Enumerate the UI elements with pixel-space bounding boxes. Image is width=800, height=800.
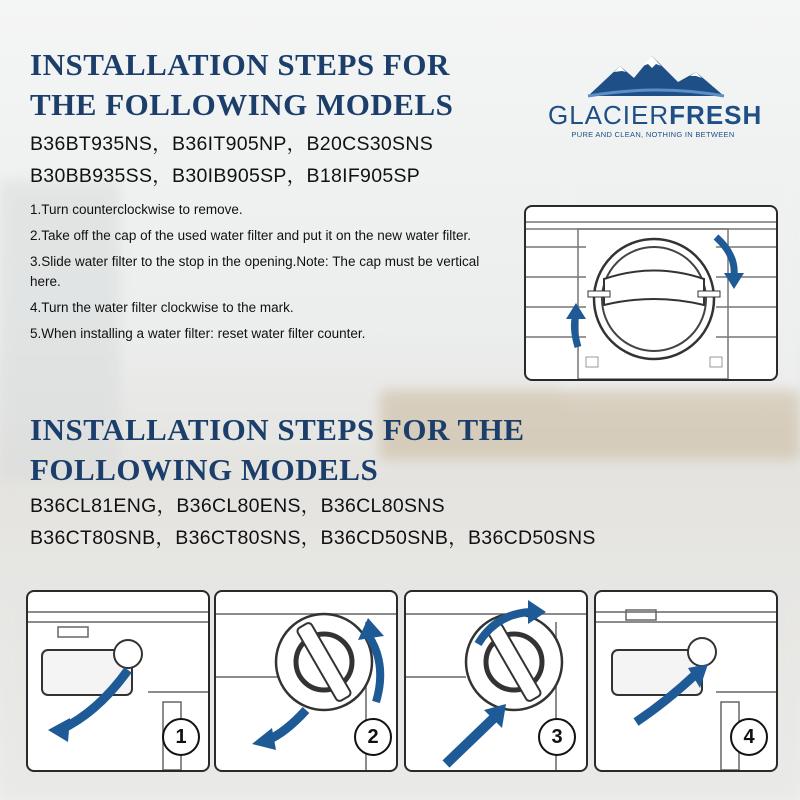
section1-steps: [30, 200, 510, 350]
section2-title-line1: INSTALLATION STEPS FOR THE: [30, 412, 525, 447]
section2-title-line2: FOLLOWING MODELS: [30, 452, 379, 487]
section1-title-line1: INSTALLATION STEPS FOR: [30, 47, 450, 82]
step-1: 1.Turn counterclockwise to remove.: [30, 202, 243, 217]
section2-models-line2: B36CT80SNB，B36CT80SNS，B36CD50SNB，B36CD50SNS: [30, 527, 596, 549]
section1-illustration: [524, 205, 778, 381]
step-2: 2.Take off the cap of the used water filter and put it on the new water filter.: [30, 228, 472, 243]
glacierfresh-logo: [548, 52, 763, 139]
brand-name-part1: GLACIER: [548, 100, 670, 130]
section2-models-line1: B36CL81ENG，B36CL80ENS，B36CL80SNS: [30, 495, 445, 517]
step-3: 3.Slide water filter to the stop in the opening.Note: The cap must be vertical here.: [30, 254, 480, 289]
install-panel-3: [404, 590, 588, 772]
section1-models-line2: B30BB935SS，B30IB905SP，B18IF905SP: [30, 165, 421, 187]
step-5: 5.When installing a water filter: reset water filter counter.: [30, 326, 366, 341]
section1-title-line2: THE FOLLOWING MODELS: [30, 87, 454, 122]
section1-models-line1: B36BT935NS，B36IT905NP，B20CS30SNS: [30, 133, 434, 155]
install-panel-1: [26, 590, 210, 772]
install-panel-2: [214, 590, 398, 772]
step-number-1: 1: [162, 718, 200, 756]
brand-name: [548, 100, 763, 131]
mountain-icon: [548, 52, 758, 100]
section2-models: [30, 490, 596, 554]
filter-housing-diagram: [526, 207, 776, 379]
section2-title: [30, 410, 525, 490]
install-panel-4: [594, 590, 778, 772]
section1-title: [30, 45, 453, 125]
brand-tagline: PURE AND CLEAN, NOTHING IN BETWEEN: [571, 130, 735, 139]
section1-models: [30, 128, 433, 192]
brand-name-part2: FRESH: [669, 100, 763, 130]
step-number-3: 3: [538, 718, 576, 756]
step-number-4: 4: [730, 718, 768, 756]
step-4: 4.Turn the water filter clockwise to the mark.: [30, 300, 294, 315]
step-number-2: 2: [354, 718, 392, 756]
